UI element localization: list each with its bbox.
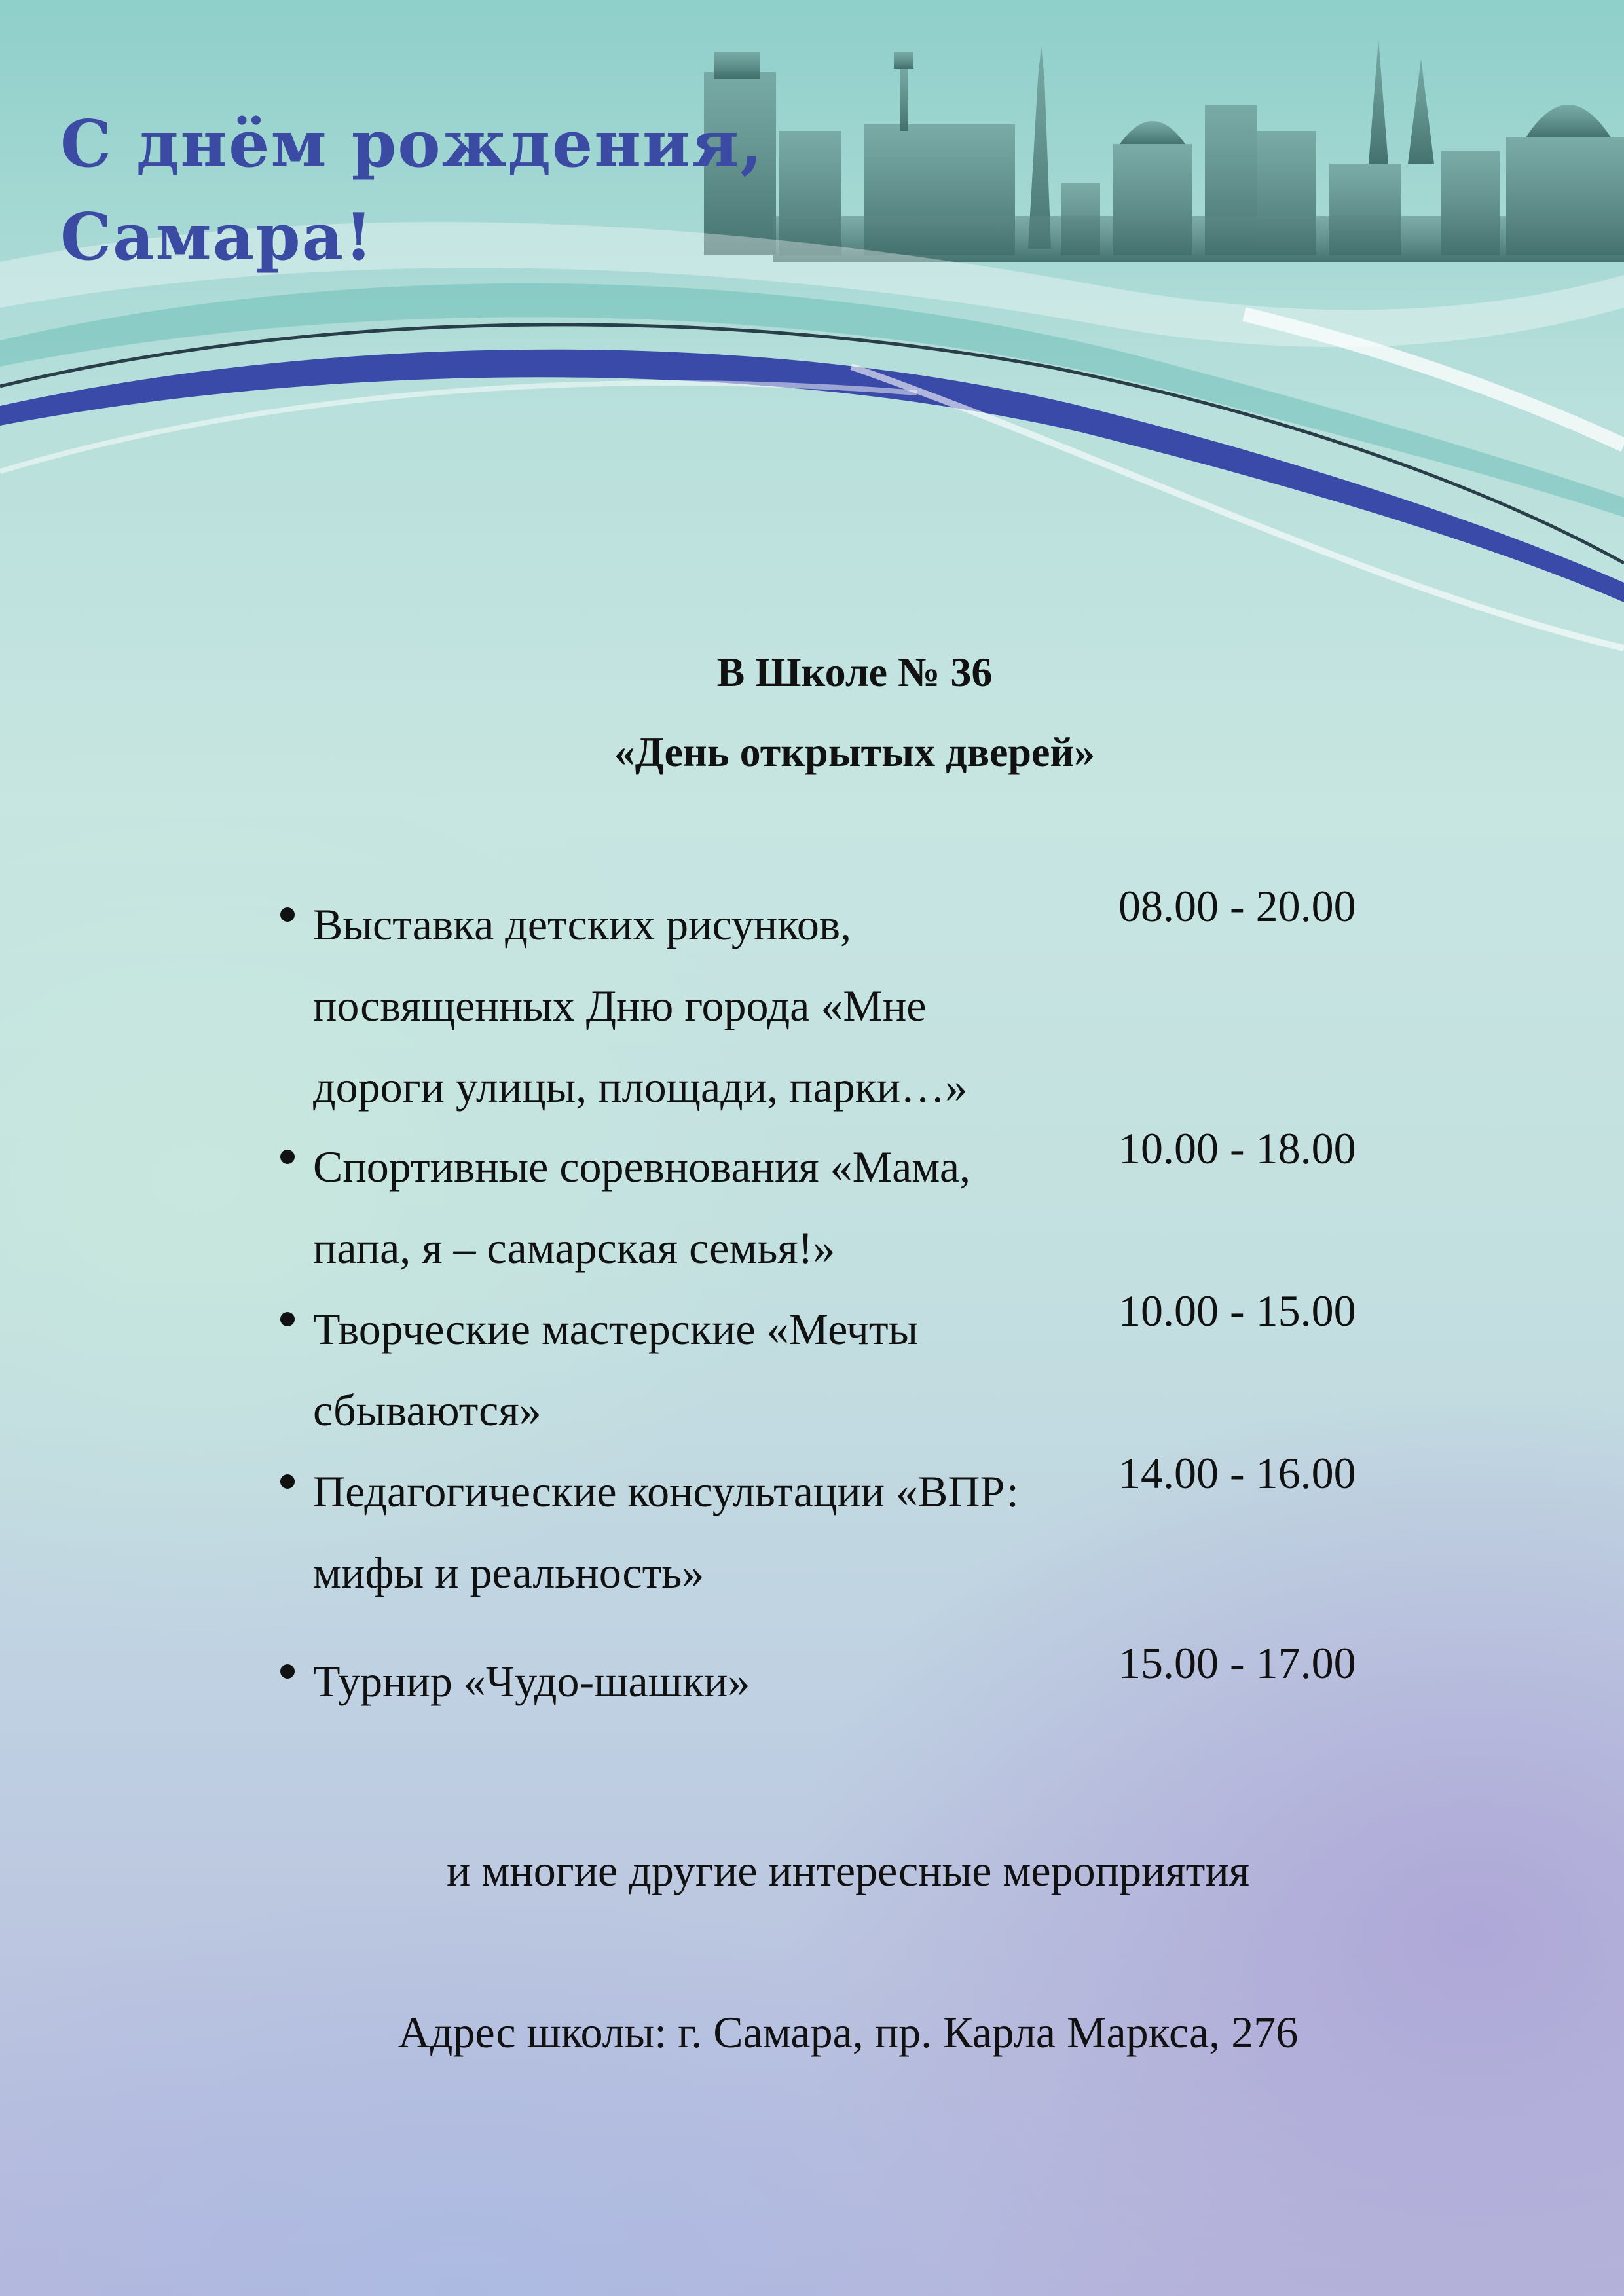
event-description [313, 1641, 1073, 1722]
event-line: Творческие мастерские «Мечты [313, 1304, 919, 1354]
event-line: папа, я – самарская семья!» [313, 1223, 836, 1273]
more-events-note: и многие другие интересные мероприятия [446, 1846, 1250, 1895]
city-skyline [704, 39, 1624, 262]
birthday-headline [60, 98, 764, 284]
event-line: дороги улицы, площади, парки…» [313, 1062, 968, 1112]
school-title: В Школе № 36 [716, 649, 993, 695]
event-line: Турнир «Чудо-шашки» [313, 1656, 750, 1706]
event-line: Выставка детских рисунков, [313, 900, 851, 949]
event-line: Спортивные соревнования «Мама, [313, 1142, 971, 1192]
event-line: посвященных Дню города «Мне [313, 981, 927, 1030]
event-time: 10.00 - 15.00 [1118, 1286, 1356, 1336]
event-time: 14.00 - 16.00 [1118, 1448, 1356, 1498]
event-time: 15.00 - 17.00 [1118, 1638, 1356, 1688]
school-address: Адрес школы: г. Самара, пр. Карла Маркса, 276 [397, 2007, 1299, 2057]
bullet-icon [280, 1312, 295, 1326]
event-line: Педагогические консультации «ВПР: [313, 1467, 1019, 1516]
event-line: сбываются» [313, 1385, 542, 1435]
event-description [313, 1451, 1073, 1613]
bullet-icon [280, 907, 295, 922]
event-description [313, 884, 1073, 1127]
headline-line-2: Самара! [60, 200, 375, 275]
bullet-icon [280, 1150, 295, 1164]
bullet-icon [280, 1474, 295, 1489]
event-description [313, 1288, 1073, 1451]
bullet-icon [280, 1664, 295, 1679]
event-time: 10.00 - 18.00 [1118, 1123, 1356, 1173]
headline-line-1: С днём рождения, [60, 107, 764, 182]
event-time: 08.00 - 20.00 [1118, 881, 1356, 931]
event-line: мифы и реальность» [313, 1548, 705, 1597]
event-name-title: «День открытых дверей» [614, 729, 1096, 775]
event-description [313, 1126, 1073, 1288]
